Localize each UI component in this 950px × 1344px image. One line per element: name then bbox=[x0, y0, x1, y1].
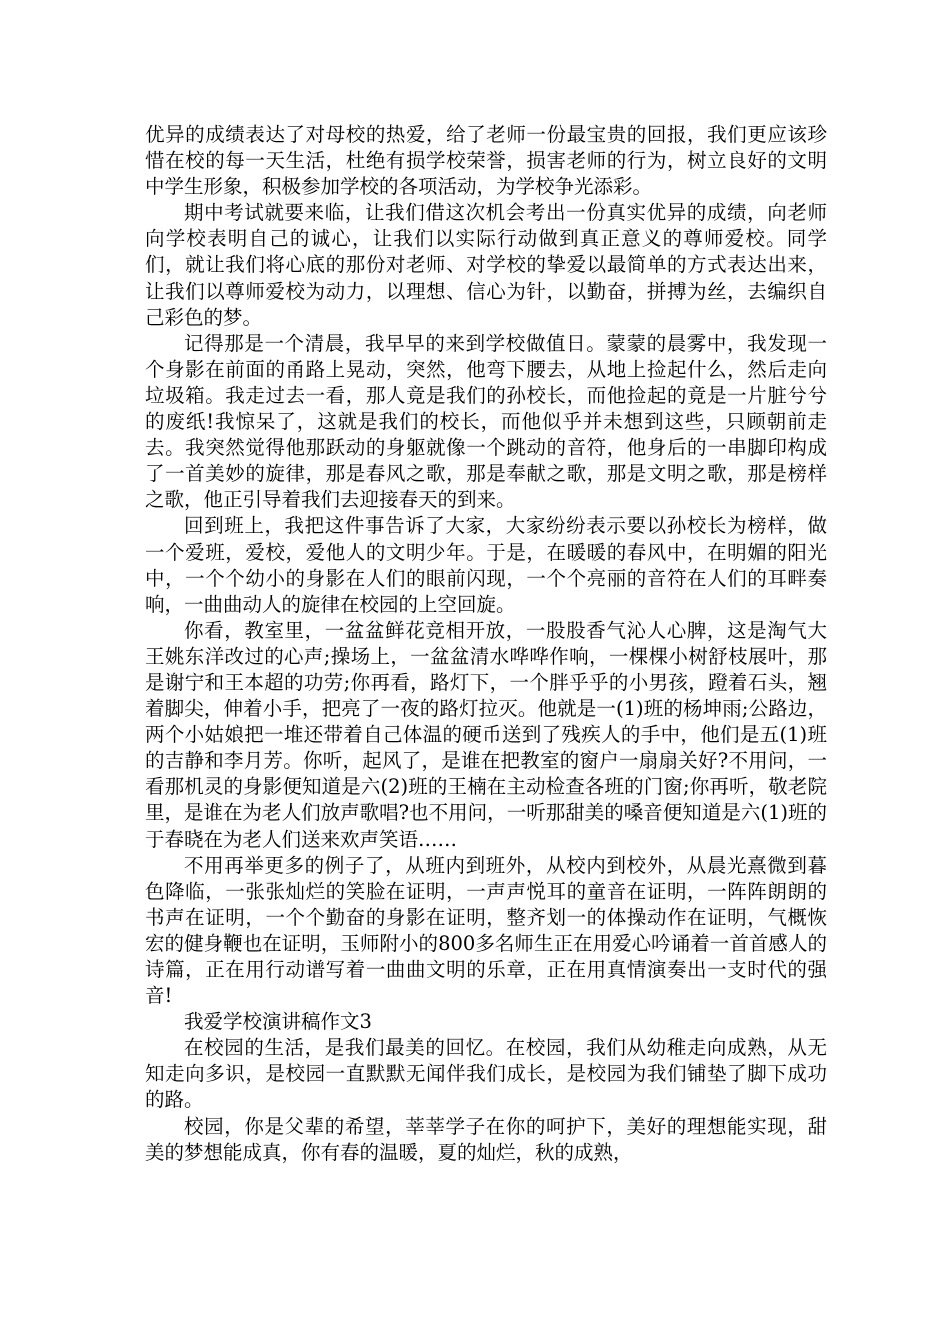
paragraph-5: 你看，教室里，一盆盆鲜花竞相开放，一股股香气沁人心脾，这是淘气大王姚东洋改过的心声;操场上，一盆盆清水哗哗作响，一棵棵小树舒枝展叶，那是谢宁和王本超的功劳;你再看，路灯下，一个胖乎乎的小男孩，蹬着石头，翘着脚尖，伸着小手，把亮了一夜的路灯拉灭。他就是一(1)班的杨坤雨;公路边，两个小姑娘把一堆还带着自己体温的硬币送到了残疾人的手中，他们是五(1)班的吉静和李月芳。你听，起风了，是谁在把教室的窗户一扇扇关好?不用问，一看那机灵的身影便知道是六(2)班的王楠在主动检查各班的门窗;你再听，敬老院里，是谁在为老人们放声歌唱?也不用问，一听那甜美的嗓音便知道是六(1)班的于春晓在为老人们送来欢声笑语…… bbox=[145, 618, 827, 851]
paragraph-1: 优异的成绩表达了对母校的热爱，给了老师一份最宝贵的回报，我们更应该珍惜在校的每一天生活，杜绝有损学校荣誉，损害老师的行为，树立良好的文明中学生形象，积极参加学校的各项活动，为学校争光添彩。 bbox=[145, 123, 827, 199]
paragraph-3: 记得那是一个清晨，我早早的来到学校做值日。蒙蒙的晨雾中，我发现一个身影在前面的甬路上晃动，突然，他弯下腰去，从地上捡起什么，然后走向垃圾箱。我走过去一看，那人竟是我们的孙校长，而他捡起的竟是一片脏兮兮的废纸!我惊呆了，这就是我们的校长，而他似乎并未想到这些，只顾朝前走去。我突然觉得他那跃动的身躯就像一个跳动的音符，他身后的一串脚印构成了一首美妙的旋律，那是春风之歌，那是奉献之歌，那是文明之歌，那是榜样之歌，他正引导着我们去迎接春天的到来。 bbox=[145, 331, 827, 512]
paragraph-2: 期中考试就要来临，让我们借这次机会考出一份真实优异的成绩，向老师向学校表明自己的诚心，让我们以实际行动做到真正意义的尊师爱校。同学们，就让我们将心底的那份对老师、对学校的挚爱以最简单的方式表达出来，让我们以尊师爱校为动力，以理想、信心为针，以勤奋，拼搏为丝，去编织自己彩色的梦。 bbox=[145, 201, 827, 329]
paragraph-7: 在校园的生活，是我们最美的回忆。在校园，我们从幼稚走向成熟，从无知走向多识，是校园一直默默无闻伴我们成长，是校园为我们铺垫了脚下成功的路。 bbox=[145, 1036, 827, 1112]
paragraph-6: 不用再举更多的例子了，从班内到班外，从校内到校外，从晨光熹微到暮色降临，一张张灿烂的笑脸在证明，一声声悦耳的童音在证明，一阵阵朗朗的书声在证明，一个个勤奋的身影在证明，整齐划一的体操动作在证明，气概恢宏的健身鞭也在证明，玉师附小的800多名师生正在用爱心吟诵着一首首感人的诗篇，正在用行动谱写着一曲曲文明的乐章，正在用真情演奏出一支时代的强音! bbox=[145, 853, 827, 1008]
paragraph-4: 回到班上，我把这件事告诉了大家，大家纷纷表示要以孙校长为榜样，做一个爱班，爱校，爱他人的文明少年。于是，在暖暖的春风中，在明媚的阳光中，一个个幼小的身影在人们的眼前闪现，一个个亮丽的音符在人们的耳畔奏响，一曲曲动人的旋律在校园的上空回旋。 bbox=[145, 514, 827, 616]
section-heading: 我爱学校演讲稿作文3 bbox=[184, 1010, 372, 1034]
document-page bbox=[145, 122, 827, 1166]
paragraph-8: 校园，你是父辈的希望，莘莘学子在你的呵护下，美好的理想能实现，甜美的梦想能成真，你有春的温暖，夏的灿烂，秋的成熟， bbox=[145, 1114, 827, 1164]
